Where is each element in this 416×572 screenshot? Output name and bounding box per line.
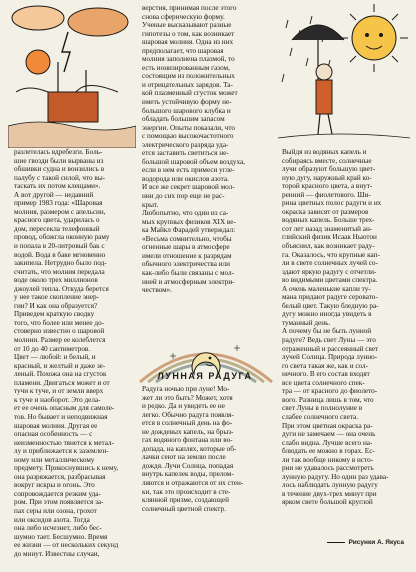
text-line: ка Майкл Фарадей утверждал: xyxy=(142,226,236,235)
text-line: молнии. Размер ее колеблется xyxy=(14,336,106,345)
text-line: А вот другой — недавний xyxy=(14,190,94,199)
text-line: во видимыми цветами спектра. xyxy=(282,276,378,285)
text-line: предполагает, что шаровая xyxy=(142,46,224,55)
text-line: ет ее очень опасным для самоле- xyxy=(14,404,115,413)
text-line: стоверно известно о шаровой xyxy=(14,327,105,336)
text-line: шаровая молния. Другая ее xyxy=(14,421,98,430)
text-line: га. Оказалось, что крупные кап- xyxy=(282,250,380,259)
text-line: крыт. xyxy=(142,200,159,209)
text-line: и отрицательных зарядов. Та- xyxy=(142,80,233,89)
text-line: белый цвет. Такую бледную ра- xyxy=(282,301,379,310)
sea-waves xyxy=(8,122,136,148)
column-middle-ball-lightning-text xyxy=(142,4,268,334)
sun-icon xyxy=(340,4,408,72)
text-line: ную дугу, наружный край ко- xyxy=(282,173,372,182)
column-left-ball-lightning-text xyxy=(14,148,130,558)
text-line: гах водяного фонтана или во- xyxy=(142,436,233,445)
text-line: энергии. Опыты показали, что xyxy=(142,123,235,132)
text-line: Выйдя из водяных капель и xyxy=(282,148,367,156)
text-line: пламени. Двигаться может и от xyxy=(14,378,110,387)
text-line: пах серы или озона, грохот xyxy=(14,506,97,515)
text-line: иметь устойчивую форму не- xyxy=(142,98,232,107)
text-line: объяснил, как возникает раду- xyxy=(282,242,375,251)
text-line: глийский физик Исаак Ньютон xyxy=(282,233,377,242)
text-line: лу и приближается к заземлен- xyxy=(14,447,109,456)
article-title: ЛУННАЯ РАДУГА xyxy=(157,371,253,381)
illustration-credit xyxy=(327,539,404,546)
text-line: большой шаровой объем воздуха, xyxy=(142,157,245,166)
text-line: дождя. Лучи Солнца, попадая xyxy=(142,461,234,470)
text-line: если в нем есть примеси угле- xyxy=(142,166,235,175)
text-line: молния, размером с апельсин, xyxy=(14,207,106,216)
text-line: вого. Разница лишь в том, что xyxy=(282,395,374,404)
text-line: допада, на каплях, которые об- xyxy=(142,444,237,453)
text-line: водяных капель. Больше трех- xyxy=(282,216,375,225)
text-line: Ученые высказывают разные xyxy=(142,21,232,30)
text-line: опасная особенность — с xyxy=(14,430,93,439)
cloud-shape xyxy=(12,6,64,30)
text-line: в течение двух-трех минут при xyxy=(282,489,377,498)
text-line: снова сферическую форму. xyxy=(142,12,225,21)
text-line: лось наблюдать лунную радугу xyxy=(282,481,378,490)
column-middle-moon-rainbow-text xyxy=(142,385,268,560)
text-line: свет Луны в полнолуние в xyxy=(282,404,363,413)
text-line: Любопытно, что один из са- xyxy=(142,209,229,218)
lightning-bolt xyxy=(62,32,70,72)
text-line: закипела. Нетрудно было под- xyxy=(14,259,107,268)
text-line: мана придают радуге серовато- xyxy=(282,293,378,302)
text-line: слабее солнечного света. xyxy=(282,412,359,421)
text-line: отраженный и рассеянный свет xyxy=(282,344,379,353)
credit-rule xyxy=(327,542,345,543)
text-line: тов. Но бывает и неподвижная xyxy=(14,412,108,421)
text-line: нечного. В его состав входят xyxy=(282,370,370,379)
text-line: к туче и наоборот. Это дела- xyxy=(14,395,101,404)
text-line: А почему бы не быть лунной xyxy=(282,327,372,336)
text-line: считать, что молния передала xyxy=(14,267,105,276)
text-line: тучи к туче, и от земли вверх xyxy=(14,387,104,396)
sun-rain-illustration xyxy=(278,0,410,148)
text-line: и редко. Да и увидеть ее не xyxy=(142,402,225,411)
text-line: ки, так это происходит в сте- xyxy=(142,487,231,496)
text-line: неизменностью тянется к метал- xyxy=(14,438,115,447)
text-line: рина цветных полос радуги и их xyxy=(282,199,382,208)
text-line: шумно тает. Бесшумно. Время xyxy=(14,532,108,541)
text-line: собираясь вместе, солнечные xyxy=(282,156,372,165)
text-line: шаровая молния. Одна из них xyxy=(142,38,234,47)
text-line: здают яркую радугу с отчетли- xyxy=(282,267,377,276)
text-line: у нее такое скопление энер- xyxy=(14,293,99,302)
text-line: ется в солнечный день на фо- xyxy=(142,419,233,428)
text-line: огненные шары в атмосфере xyxy=(142,243,230,252)
text-line: внутрь капелек воды, прелом- xyxy=(142,470,234,479)
text-line: с помощью высокочастотного xyxy=(142,132,234,141)
text-line: верстия, принимая после этого xyxy=(142,4,237,12)
cloud-shape xyxy=(68,8,128,36)
text-line: легко. Обычно радуга появля- xyxy=(142,410,234,419)
text-line: или оксидов азота. Тогда xyxy=(14,515,90,524)
text-line: ется заставить светиться не- xyxy=(142,149,229,158)
person-figure xyxy=(292,25,344,134)
ball-lightning-illustration xyxy=(8,0,136,148)
text-line: Радуга ночью при луне! Мо- xyxy=(142,385,230,393)
text-line: го света такая же, как и сол- xyxy=(282,361,369,370)
text-line: обшивки судна и вонзились в xyxy=(14,165,105,174)
text-line: ли так вообще никому в исто- xyxy=(282,455,374,464)
text-line: ли в свете солнечных лучей со- xyxy=(282,259,378,268)
column-right-rainbow-text xyxy=(282,148,406,508)
text-line: большого шарового клубка и xyxy=(142,106,231,115)
text-line: тра — от красного до фиолето- xyxy=(282,387,378,396)
text-line: предмету. Прикоснувшись к нему, xyxy=(14,464,119,473)
text-line: ному или металлическому xyxy=(14,455,95,464)
text-line: ляются и отражаются от их стен- xyxy=(142,479,244,488)
text-line: красного цвета, ударилась о xyxy=(14,216,100,225)
text-line: состоящим из положительных xyxy=(142,72,235,81)
text-line: Цвет — любой: и белый, и xyxy=(14,353,96,362)
text-line: все цвета солнечного спек- xyxy=(282,378,365,387)
text-line: таскать их потом клещами». xyxy=(14,182,101,191)
credit-text: Рисунки А. Якуса xyxy=(348,539,404,546)
text-line: от 10 до 40 сантиметров. xyxy=(14,344,91,353)
text-line: леный. Похожа она на сгусток xyxy=(14,370,107,379)
text-line: ром. При этом появляется за- xyxy=(14,498,104,507)
text-line: радуге? Ведь свет Луны — это xyxy=(282,336,376,345)
text-line: лачки сеют на землю после xyxy=(142,453,226,462)
text-line: обычного электричества или xyxy=(142,260,230,269)
text-line: лучи образуют большую цвет- xyxy=(282,165,376,174)
text-line: до минут. Известны случаи, xyxy=(14,549,100,558)
ball-lightning-orb xyxy=(26,50,50,74)
text-line: палубу с такой силой, что вы- xyxy=(14,173,106,182)
text-line: торой красного цвета, а внут- xyxy=(282,182,373,191)
text-line: вокруг искры и огонь. Это xyxy=(14,481,95,490)
text-line xyxy=(282,507,406,508)
text-line: рии не удавалось рассмотреть xyxy=(282,464,374,473)
text-line: красный, и желтый и даже зе- xyxy=(14,361,106,370)
text-line: обладать большим запасом xyxy=(142,115,225,124)
text-line: ее жизни — от нескольких секунд xyxy=(14,541,119,550)
text-line: окраска зависят от размеров xyxy=(282,207,369,216)
text-line: ренний — фиолетового. Ши- xyxy=(282,190,371,199)
text-line: как-либо были связаны с мол- xyxy=(142,268,234,277)
text-line: воде около трех миллионов xyxy=(14,276,98,285)
text-line: имели отношение к разрядам xyxy=(142,251,232,260)
text-line: дуги не замечаем — она очень xyxy=(282,430,376,439)
ground-line xyxy=(278,134,410,138)
ship-hull xyxy=(48,92,98,122)
text-line: сот лет назад знаменитый ан- xyxy=(282,224,373,233)
text-line: ярком свете большой круглой xyxy=(282,498,373,507)
text-line: не дождевых капель, на брыз- xyxy=(142,427,234,436)
text-line: водой. Вода в баке мгновенно xyxy=(14,250,106,259)
text-line: И все же секрет шаровой мол- xyxy=(142,183,235,192)
text-line: чеством». xyxy=(142,286,173,295)
text-line: есть ионизированным газом, xyxy=(142,63,230,72)
text-line: нией и атмосферным электри- xyxy=(142,277,235,286)
text-line: и попала в 20-литровый бак с xyxy=(14,242,105,251)
text-line: водорода или окислов азота. xyxy=(142,174,229,183)
text-line: сопровождается резким уда- xyxy=(14,489,101,498)
text-line: дугу можно иногда увидеть в xyxy=(282,310,372,319)
text-line: блюдать ее можно в горах. Ес- xyxy=(282,447,375,456)
text-line: молния заполнена плазмой, то xyxy=(142,55,235,64)
text-line: мых крупных физиков XIX ве- xyxy=(142,217,236,226)
text-line: А очень маленькие капли ту- xyxy=(282,284,371,293)
text-line: При этом цветная окраска ра- xyxy=(282,421,373,430)
text-line: гипотезы о том, как возникает xyxy=(142,29,235,38)
text-line: она разряжается, разбрасывая xyxy=(14,472,106,481)
text-line: провод, обожгла оконную раму xyxy=(14,233,110,242)
text-line: лунную радугу. Но один раз удава- xyxy=(282,472,389,481)
text-line: электрического разряда уда- xyxy=(142,140,229,149)
text-line: «Весьма сомнительно, чтобы xyxy=(142,234,232,243)
text-line: разлетелась вдребезги. Боль- xyxy=(14,148,103,156)
text-line: солнечный цветной спектр. xyxy=(142,504,226,513)
text-line: нии до сих пор еще не рас- xyxy=(142,192,225,201)
text-line: пример 1983 года: «Шаровая xyxy=(14,199,103,208)
text-line: кой плазменный сгусток может xyxy=(142,89,238,98)
text-line: жет ли это быть? Может, хотя xyxy=(142,393,233,402)
text-line: она либо исчезнет, либо бес- xyxy=(14,524,102,533)
text-line: лучей Солнца. Природа лунно- xyxy=(282,353,378,362)
text-line: туманный день. xyxy=(282,318,331,327)
text-line: дом, пересекла телефонный xyxy=(14,224,100,233)
text-line: того, что более или менее до- xyxy=(14,318,105,327)
text-line: слабо видна. Лучше всего на- xyxy=(282,438,373,447)
text-line: шие гвозди были вырваны из xyxy=(14,156,104,165)
text-line: гии? И как она образуется? xyxy=(14,301,98,310)
text-line: Приведем краткую сводку xyxy=(14,310,95,319)
text-line: джоулей тепла. Откуда берется xyxy=(14,284,109,293)
text-line: клянной призме, создающей xyxy=(142,496,229,505)
